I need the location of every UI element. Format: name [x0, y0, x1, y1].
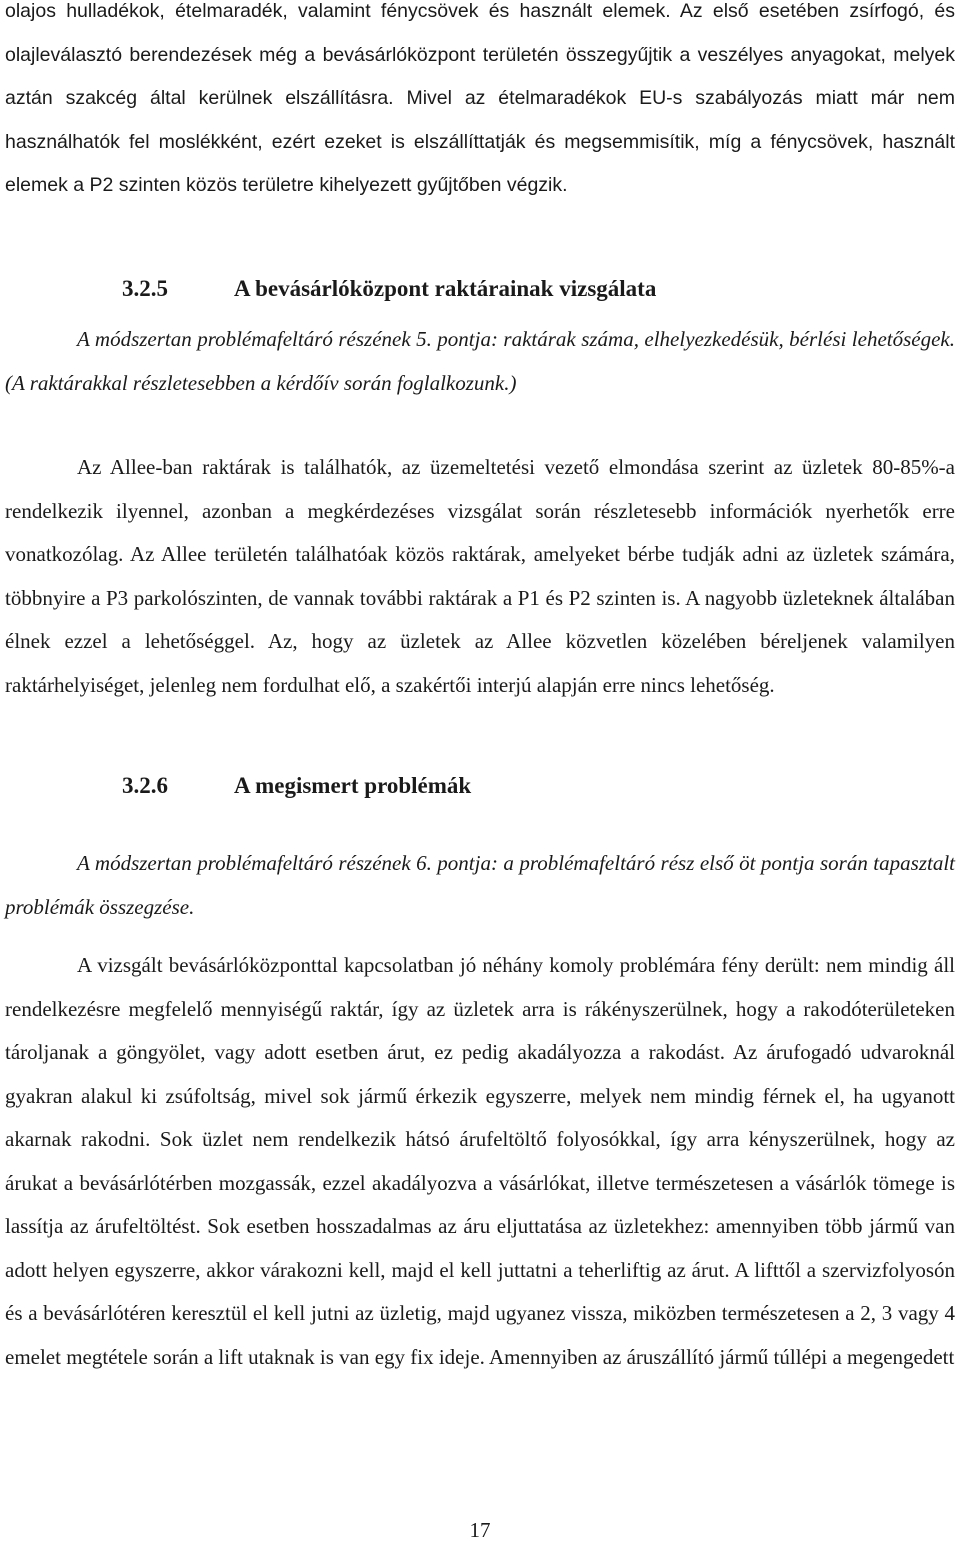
section-title: A bevásárlóközpont raktárainak vizsgálata — [234, 276, 657, 301]
section-number: 3.2.6 — [122, 773, 168, 798]
page-number: 17 — [469, 1518, 491, 1542]
method-note-3-2-5: A módszertan problémafeltáró részének 5. pontja: raktárak száma, elhelyezkedésük, bérlési lehetőségek. (A raktárakkal részletesebben a kérdőív során foglalkozunk.) — [5, 327, 955, 395]
paragraph-problems: A vizsgált bevásárlóközponttal kapcsolatban jó néhány komoly problémára fény derült: nem mindig áll rendelkezésre megfelelő mennyiségű raktár, így az üzletek arra is rákényszerülnek, hogy a rakodóterületeken tároljanak a göngyölet, vagy adott esetben árut, ez pedig akadályozza a rakodást. Az árufogadó udvaroknál gyakran alakul ki zsúfoltság, mivel sok jármű érkezik egyszerre, melyek nem mindig férnek el, ha ugyanott akarnak rakodni. Sok üzlet nem rendelkezik hátsó árufeltöltő folyosókkal, így arra kényszerülnek, hogy az árukat a bevásárlótérben mozgassák, ezzel akadályozva a vásárlókat, illetve természetesen a vásárlók tömege is lassítja az árufeltöltést. Sok esetben hosszadalmas az áru eljuttatása az üzletekhez: amennyiben több jármű van adott helyen egyszerre, akkor várakozni kell, majd el kell juttatni a teherliftig az árut. A lifttől a szervizfolyosón és a bevásárlótéren keresztül el kell jutni az üzletig, majd ugyanez vissza, miközben természetesen a 2, 3 vagy 4 emelet megtétele során a lift utaknak is van egy fix ideje. Amennyiben az áruszállító jármű túllépi a megengedett — [5, 953, 955, 1369]
section-heading-3-2-6 — [5, 773, 960, 799]
method-note-3-2-6: A módszertan problémafeltáró részének 6. pontja: a problémafeltáró rész első öt pontja során tapasztalt problémák összegzése. — [5, 851, 955, 919]
section-title: A megismert problémák — [234, 773, 472, 798]
section-number: 3.2.5 — [122, 276, 168, 301]
paragraph-warehouses: Az Allee-ban raktárak is találhatók, az üzemeltetési vezető elmondása szerint az üzletek 80-85%-a rendelkezik ilyennel, azonban a megkérdezéses vizsgálat során részletesebb információk nyerhetők erre vonatkozólag. Az Allee területén találhatóak közös raktárak, amelyeket bérbe tudják adni az üzletek számára, többnyire a P3 parkolószinten, de vannak további raktárak a P1 és P2 szinten is. A nagyobb üzleteknek általában élnek ezzel a lehetőséggel. Az, hogy az üzletek az Allee közvetlen közelében béreljenek valamilyen raktárhelyiséget, jelenleg nem fordulhat elő, a szakértői interjú alapján erre nincs lehetőség. — [5, 455, 955, 697]
section-heading-3-2-5 — [5, 276, 960, 302]
paragraph-waste-handling: olajos hulladékok, ételmaradék, valamint fénycsövek és használt elemek. Az első esetében zsírfogó, és olajleválasztó berendezések még a bevásárlóközpont területén összegyűjtik a veszélyes anyagokat, melyek aztán szakcég által kerülnek elszállításra. Mivel az ételmaradékok EU-s szabályozás miatt már nem használhatók fel moslékként, ezért ezeket is elszállíttatják és megsemmisítik, míg a fénycsövek, használt elemek a P2 szinten közös területre kihelyezett gyűjtőben végzik. — [5, 0, 955, 196]
